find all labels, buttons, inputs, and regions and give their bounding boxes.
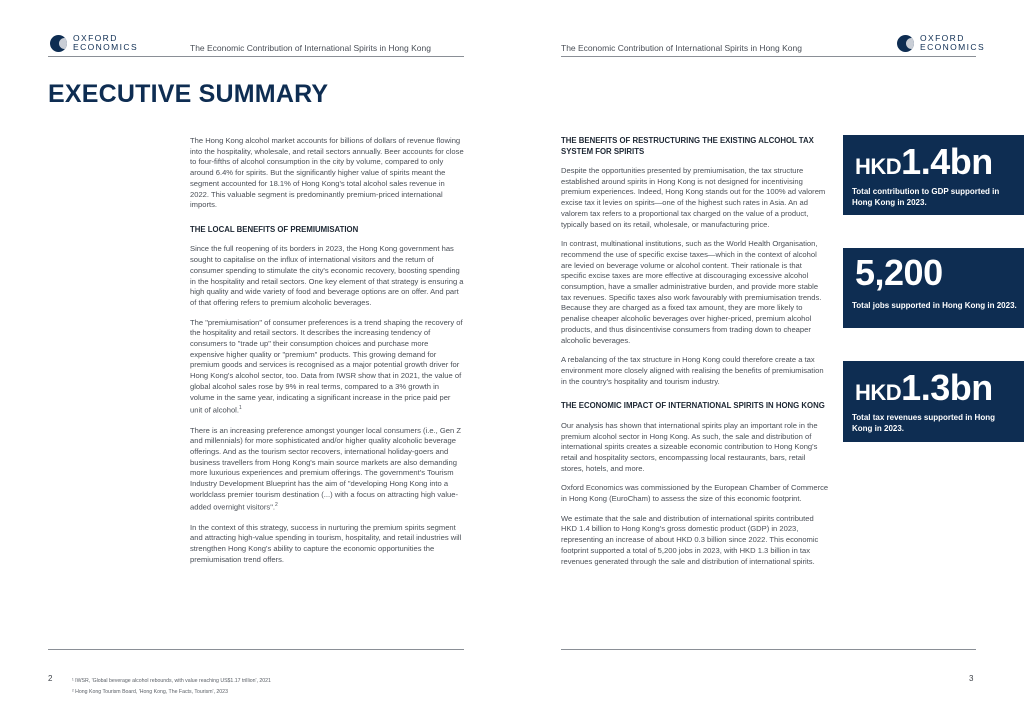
body-paragraph: Oxford Economics was commissioned by the European Chamber of Commerce in Hong Kong (EuroCham) to assess the size of this economic footprint. — [561, 483, 829, 504]
body-paragraph: In contrast, multinational institutions, such as the World Health Organisation, recommend the use of specific excise taxes—which in the context of alcohol are levied on beverage volume or alcohol content. Their rationale is that specific excise taxes are more effective at discouraging excessive alcohol consumption, have a smaller administrative burden, and provide more stable tax revenues. Specific taxes also work favourably with premiumisation trends. Because they are charged as a fixed tax amount, they are more likely to penalise cheaper alcoholic beverages over higher-priced, premium alcohol products, and thus disincentivise consumers from trading down to cheaper alcoholic beverages. — [561, 239, 822, 345]
footnote-ref: 2 — [275, 502, 278, 509]
stat-box-tax — [843, 361, 1024, 442]
header-divider — [48, 56, 464, 57]
section-heading-premiumisation: THE LOCAL BENEFITS OF PREMIUMISATION — [190, 224, 359, 234]
logo-line-1: OXFORD — [73, 33, 118, 43]
page-number: 3 — [969, 674, 974, 683]
footer-divider — [48, 649, 464, 650]
intro-paragraph: The Hong Kong alcohol market accounts for billions of dollars of revenue flowing into the hospitality, wholesale, and retail sectors annually. Beer accounts for close to four-fifths of alcohol consumption in the city by volume, compared to only around 6.4% for spirits. But the significantly higher value of spirits meant the segment accounted for 18.1% of Hong Kong's total alcohol sales revenue in 2022. This valuable segment is predominantly premium-priced international imports. — [190, 136, 464, 210]
logo-line-2: ECONOMICS — [920, 42, 986, 52]
body-paragraph: Since the full reopening of its borders in 2023, the Hong Kong government has sought to capitalise on the influx of international visitors and the return of consumer spending to stimulate the city's economic recovery, boosting spending in the hospitality and retail sectors. One key element of that strategy is ensuring a high quality and wide variety of food and beverage options are on offer. And part of that offering refers to premium alcoholic beverages. — [190, 244, 464, 307]
stat-box-jobs — [843, 248, 1024, 328]
body-paragraph: In the context of this strategy, success in nurturing the premium spirits segment and attracting high-value spending in tourism, hospitality, and retail industries will strengthen Hong Kong's ability to capture the economic opportunities the premiumisation trend offers. — [190, 522, 462, 564]
oxford-economics-logo — [50, 34, 138, 52]
body-paragraph: A rebalancing of the tax structure in Hong Kong could therefore create a tax environment more closely aligned with realising the benefits of premiumisation in the country's hospitality and tourism industry. — [561, 355, 824, 386]
header-divider — [561, 56, 976, 57]
section-heading-economic-impact: THE ECONOMIC IMPACT OF INTERNATIONAL SPIRITS IN HONG KONG — [561, 401, 825, 411]
logo-line-2: ECONOMICS — [73, 42, 139, 52]
oxford-economics-logo — [897, 34, 985, 52]
stat-caption: Total jobs supported in Hong Kong in 2023. — [852, 301, 1017, 310]
footnote: ¹ IWSR, 'Global beverage alcohol rebounds, with value reaching US$1.17 trillion', 2021 — [72, 678, 271, 684]
page-title: EXECUTIVE SUMMARY — [48, 80, 329, 108]
page-number: 2 — [48, 674, 53, 683]
stat-prefix: HKD — [855, 154, 902, 179]
logo-mark-icon — [897, 35, 914, 52]
footnote-ref: 1 — [238, 405, 242, 412]
body-paragraph: Our analysis has shown that international spirits play an important role in the premium alcohol sector in Hong Kong. As such, the sale and distribution of international spirits creates a sizeable economic contribution to Hong Kong's retail and hospitality sectors, encompassing local restaurants, bars, retail stores, hotels, and more. — [561, 420, 818, 473]
stat-value: 1.3bn — [901, 367, 993, 408]
stat-prefix: HKD — [855, 380, 902, 405]
stat-value: 1.4bn — [901, 141, 993, 182]
right-body-column — [561, 136, 829, 576]
stat-caption: Total contribution to GDP supported in Hong Kong in 2023. — [852, 187, 1000, 207]
right-page — [512, 0, 1024, 724]
running-header: The Economic Contribution of International Spirits in Hong Kong — [561, 43, 802, 53]
left-body-column — [190, 136, 464, 574]
logo-mark-icon — [50, 35, 67, 52]
stat-value: 5,200 — [855, 252, 943, 293]
body-paragraph: There is an increasing preference amongst younger local consumers (i.e., Gen Z and millennials) for more sophisticated and/or higher quality alcoholic beverage offerings. And as the tourism sector recovers, international holiday-goers and business travellers from Hong Kong's main source markets are also demanding more luxurious experiences and premium offerings. The government's Tourism Industry Development Blueprint has the aim of "developing Hong Kong into a worldclass premier tourism destination (...) with a focus on attracting high value-added overnight visitors".$^2$ — [190, 425, 461, 512]
stat-box-gdp — [843, 135, 1024, 215]
footer-divider — [561, 649, 976, 650]
stat-caption: Total tax revenues supported in Hong Kong in 2023. — [852, 413, 995, 433]
body-paragraph: The "premiumisation" of consumer preferences is a trend shaping the recovery of the hospitality and retail sectors. It describes the increasing tendency of consumers to "trade up" their consumption choices and purchase more expensive higher quality or "premium" products. This growing demand for premium goods and services is recognised as a major potential growth driver for Hong Kong's alcohol sector, too. Data from IWSR show that in 2021, the value of global alcohol sales rose by 9% in real terms, compared to a 3% growth in volume in the same year, indicating a significant increase in the price paid per unit of alcohol.$^1$ — [190, 317, 463, 415]
footnote: ² Hong Kong Tourism Board, 'Hong Kong, The Facts, Tourism', 2023 — [72, 689, 228, 695]
body-paragraph: Despite the opportunities presented by premiumisation, the tax structure established around spirits in Hong Kong is not designed for incentivising premium experiences. Indeed, Hong Kong stands out for the 100% ad valorem excise tax it levies on spirits—one of the highest such rates in Asia. An ad valorem tax refers to a proportional tax charged on the value of a product, typically based on its retail, wholesale, or manufacturing price. — [561, 166, 826, 229]
section-heading-tax-system: THE BENEFITS OF RESTRUCTURING THE EXISTING ALCOHOL TAX SYSTEM FOR SPIRITS — [561, 136, 814, 156]
footnotes — [72, 676, 271, 698]
body-paragraph: We estimate that the sale and distribution of international spirits contributed HKD 1.4 billion to Hong Kong's gross domestic product (GDP) in 2023, representing an increase of about HKD 0.3 billion since 2022. This economic footprint supported a total of 5,200 jobs in 2023, with HKD 1.3 billion in tax revenues generated through the sale and distribution of international spirits. — [561, 513, 819, 566]
logo-line-1: OXFORD — [920, 33, 965, 43]
running-header: The Economic Contribution of International Spirits in Hong Kong — [190, 43, 431, 53]
